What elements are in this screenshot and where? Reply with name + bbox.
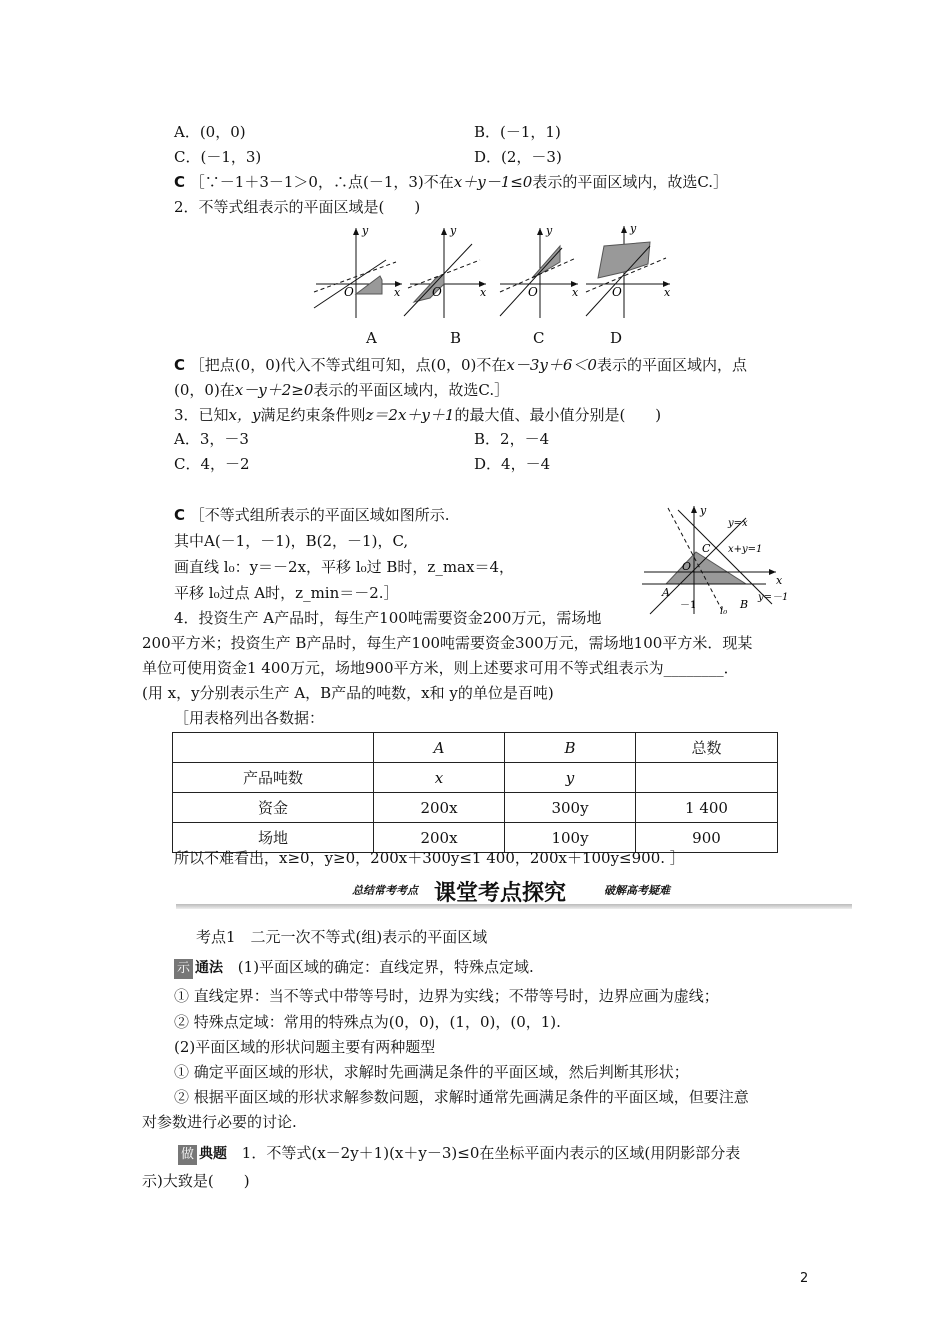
method-line2: ① 直线定界：当不等式中带等号时，边界为实线；不带等号时，边界应画为虚线；: [174, 987, 719, 1005]
q4-data-table: [172, 732, 778, 853]
q3-solution-line4: 平移 l₀过点 A时，z_min＝－2.］: [174, 584, 399, 602]
q3-stem: 3．已知x，y满足约束条件则z＝2x＋y＋1的最大值、最小值分别是( ): [174, 406, 662, 424]
table-cell: 900: [636, 823, 778, 853]
q2-option-graphs: [306, 222, 596, 322]
svg-text:y=x: y=x: [728, 518, 748, 529]
svg-text:y: y: [546, 224, 553, 237]
table-cell: 200x: [374, 823, 505, 853]
method-line3: ② 特殊点定域：常用的特殊点为(0，0)，(1，0)，(0，1).: [174, 1013, 561, 1031]
svg-text:O: O: [682, 560, 692, 573]
svg-text:x: x: [664, 286, 671, 299]
q1-option-d: D．(2，－3): [474, 148, 562, 166]
svg-text:y: y: [450, 224, 457, 237]
svg-text:O: O: [344, 285, 354, 299]
q1-option-a: A．(0，0): [174, 123, 246, 141]
q2-stem: 2．不等式组表示的平面区域是( ): [174, 198, 421, 216]
table-cell: 1 400: [636, 793, 778, 823]
table-cell: 产品吨数: [173, 763, 374, 793]
svg-text:A: A: [662, 586, 670, 599]
q4-line1: 4．投资生产 A产品时，每生产100吨需要资金200万元，需场地: [174, 609, 602, 627]
graph-label-a: A: [366, 329, 377, 347]
q3-solution-line3: 画直线 l₀：y＝－2x，平移 l₀过 B时，z_max＝4，: [174, 558, 514, 576]
q3-option-c: C．4，－2: [174, 455, 250, 473]
q2-solution-line2: (0，0)在x－y＋2≥0表示的平面区域内，故选C.］: [174, 381, 510, 399]
q4-solution-conclusion: 所以不难看出，x≥0，y≥0，200x＋300y≤1 400，200x＋100y≤900. ］: [174, 849, 685, 867]
table-cell: x: [374, 763, 505, 793]
q3-solution-line1: C ［不等式组所表示的平面区域如图所示.: [174, 506, 450, 524]
svg-text:x: x: [776, 574, 783, 587]
q2-answer: C: [174, 356, 186, 374]
svg-text:y: y: [630, 222, 637, 235]
q4-line2: 200平方米；投资生产 B产品时，每生产100吨需要资金300万元，需场地100平方米．现某: [142, 634, 753, 652]
table-cell: A: [374, 733, 505, 763]
graph-c: [500, 224, 579, 318]
q3-answer: C: [174, 506, 186, 524]
method-line6: ② 根据平面区域的形状求解参数问题，求解时通常先画满足条件的平面区域，但要注意: [174, 1088, 749, 1106]
example1-line1: 做 典题 1．不等式(x－2y＋1)(x＋y－3)≤0在坐标平面内表示的区域(用阴影部分表: [178, 1142, 740, 1165]
graph-label-c: C: [533, 329, 545, 347]
svg-text:y: y: [700, 504, 707, 517]
q1-option-c: C．(－1，3): [174, 148, 262, 166]
q3-region-figure: [636, 500, 796, 618]
q4-solution-intro: ［用表格列出各数据：: [174, 709, 325, 727]
svg-text:y: y: [362, 224, 369, 237]
q1-answer: C: [174, 173, 186, 191]
graph-label-b: B: [450, 329, 462, 347]
svg-text:l₀: l₀: [720, 606, 728, 617]
q3-option-d: D．4，－4: [474, 455, 551, 473]
banner-left-text: 总结常考考点: [352, 884, 418, 897]
q3-solution-line2: 其中A(－1，－1)，B(2，－1)，C,: [174, 532, 409, 550]
graph-b: [404, 224, 487, 318]
q4-line4: (用 x，y分别表示生产 A，B产品的吨数，x和 y的单位是百吨): [142, 684, 554, 702]
banner-title: 课堂考点探究: [434, 881, 567, 906]
q3-option-b: B．2，－4: [474, 430, 550, 448]
graph-d-figure: [584, 220, 684, 322]
table-cell: 100y: [505, 823, 636, 853]
q1-solution: C ［∵－1＋3－1＞0，∴点(－1，3)不在x＋y－1≤0表示的平面区域内，故选C.］: [174, 173, 729, 191]
table-cell: [173, 733, 374, 763]
svg-text:x: x: [572, 286, 579, 299]
section-banner: [176, 878, 852, 910]
q3-option-a: A．3，－3: [174, 430, 249, 448]
svg-text:y=－1: y=－1: [758, 592, 789, 603]
svg-text:C: C: [702, 542, 711, 555]
example1-line2: 示)大致是( ): [142, 1172, 250, 1190]
table-row: [173, 763, 778, 793]
banner-right-text: 破解高考疑难: [604, 884, 670, 897]
table-cell: 场地: [173, 823, 374, 853]
svg-text:O: O: [612, 285, 622, 299]
method-line1: 示 通法 (1)平面区域的确定：直线定界，特殊点定域.: [174, 956, 534, 979]
method-line4: (2)平面区域的形状问题主要有两种题型: [174, 1038, 436, 1056]
table-cell: 总数: [636, 733, 778, 763]
example-tag: 典题: [199, 1146, 228, 1162]
example-badge: 做: [178, 1145, 197, 1165]
q2-solution-line1: C ［把点(0，0)代入不等式组可知，点(0，0)不在x－3y＋6＜0表示的平面区域内，点: [174, 356, 747, 374]
svg-text:－1: －1: [680, 600, 697, 611]
svg-text:O: O: [528, 285, 538, 299]
svg-text:x: x: [394, 286, 401, 299]
svg-text:x+y=1: x+y=1: [728, 544, 763, 555]
page-number: 2: [800, 1271, 809, 1286]
graph-label-d: D: [610, 329, 623, 347]
method-line7: 对参数进行必要的讨论.: [142, 1113, 297, 1131]
table-row: [173, 793, 778, 823]
table-header-row: [173, 733, 778, 763]
method-tag: 通法: [195, 960, 224, 976]
table-cell: B: [505, 733, 636, 763]
table-cell: 200x: [374, 793, 505, 823]
q1-option-b: B．(－1，1): [474, 123, 561, 141]
table-cell: 资金: [173, 793, 374, 823]
svg-text:O: O: [432, 285, 442, 299]
method-badge: 示: [174, 959, 193, 979]
svg-text:B: B: [740, 598, 749, 611]
graph-a: [314, 224, 402, 318]
svg-text:x: x: [480, 286, 487, 299]
table-cell: [636, 763, 778, 793]
q4-line3: 单位可使用资金1 400万元，场地900平方米，则上述要求可用不等式组表示为________．: [142, 659, 739, 677]
table-cell: y: [505, 763, 636, 793]
table-cell: 300y: [505, 793, 636, 823]
section-title: 考点1 二元一次不等式(组)表示的平面区域: [196, 928, 488, 946]
method-line5: ① 确定平面区域的形状，求解时先画满足条件的平面区域，然后判断其形状；: [174, 1063, 689, 1081]
